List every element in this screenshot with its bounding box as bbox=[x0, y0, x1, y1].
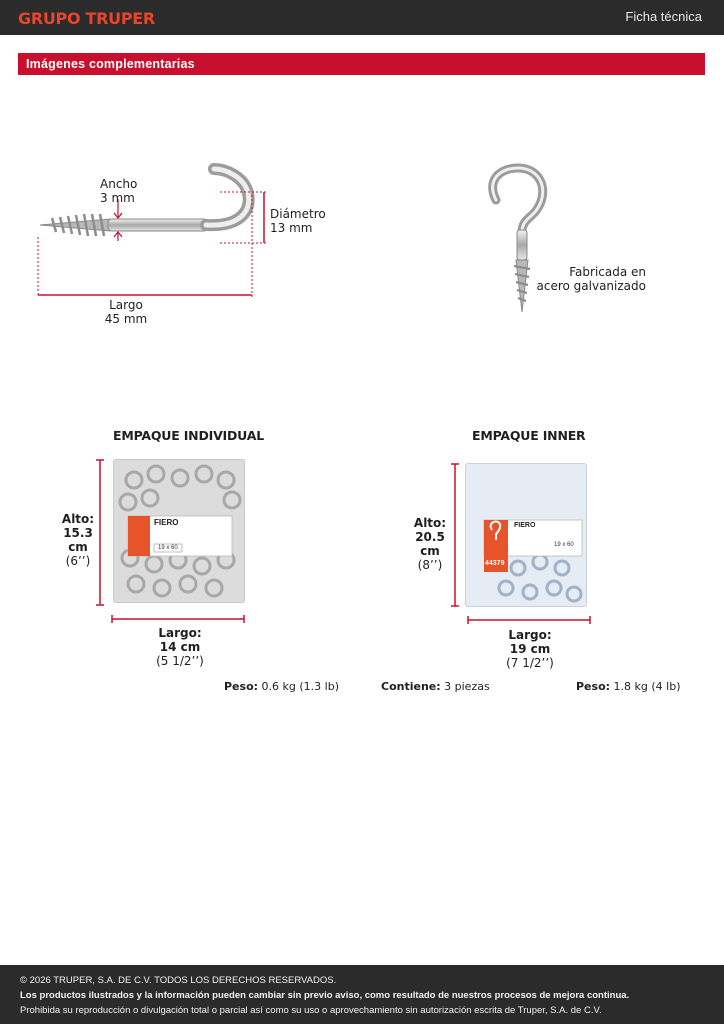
hook-vertical-image bbox=[478, 160, 568, 320]
footer-copyright: © 2026 TRUPER, S.A. DE C.V. TODOS LOS DERECHOS RESERVADOS. bbox=[20, 975, 337, 986]
inner-bag-brand: FIERO bbox=[514, 522, 536, 529]
ancho-label bbox=[100, 177, 137, 205]
footer-disclaimer: Los productos ilustrados y la información pueden cambiar sin previo aviso, como resultado de nuestros procesos de mejora continua. bbox=[20, 990, 630, 1001]
bag-contents bbox=[114, 460, 245, 603]
package-individual-peso bbox=[224, 680, 339, 693]
package-individual-alto bbox=[52, 512, 104, 568]
footer-prohibition: Prohibida su reproducción o divulgación total o parcial así como su uso o aprovechamiento sin autorización escrita de Truper, S.A. de C.V. bbox=[20, 1005, 602, 1016]
peso-value: 1.8 kg (4 lb) bbox=[613, 680, 681, 693]
bag-size: 19 x 60 bbox=[158, 545, 178, 551]
alto-label: Alto: bbox=[61, 512, 95, 526]
alto-cm: 15.3 cm bbox=[63, 526, 93, 554]
top-header bbox=[0, 0, 724, 35]
diametro-value: 13 mm bbox=[270, 221, 313, 235]
largo-cm: 19 cm bbox=[509, 642, 551, 656]
largo-label: Largo: bbox=[158, 626, 202, 640]
peso-value: 0.6 kg (1.3 lb) bbox=[261, 680, 339, 693]
largo-label-text: Largo bbox=[109, 298, 143, 312]
alto-in: (6’’) bbox=[65, 554, 91, 568]
package-individual-bag bbox=[113, 459, 245, 603]
document-type: Ficha técnica bbox=[625, 9, 702, 24]
alto-in: (8’’) bbox=[417, 558, 443, 572]
inner-bag-code: 44379 bbox=[485, 560, 505, 567]
package-inner-bag bbox=[465, 463, 587, 607]
bag-brand: FIERO bbox=[154, 518, 179, 527]
inner-bag-size: 19 x 60 bbox=[554, 542, 574, 548]
largo-cm: 14 cm bbox=[159, 640, 201, 654]
package-inner-alto bbox=[404, 516, 456, 572]
peso-label: Peso: bbox=[224, 680, 259, 693]
screw-thread bbox=[40, 214, 110, 236]
hook-dimension-diagram bbox=[30, 155, 270, 305]
diametro-label-text: Diámetro bbox=[270, 207, 326, 221]
material-label bbox=[520, 265, 646, 293]
contiene-label: Contiene: bbox=[381, 680, 441, 693]
package-individual-title: EMPAQUE INDIVIDUAL bbox=[113, 428, 264, 443]
diametro-label bbox=[270, 207, 326, 235]
package-inner-peso bbox=[576, 680, 681, 693]
hook-vertical-curve bbox=[493, 168, 543, 232]
largo-label bbox=[96, 298, 156, 326]
material-line-2: acero galvanizado bbox=[536, 279, 646, 293]
largo-label: Largo: bbox=[508, 628, 552, 642]
largo-value: 45 mm bbox=[104, 312, 148, 326]
material-line-1: Fabricada en bbox=[569, 265, 646, 279]
footer bbox=[0, 965, 724, 1024]
ancho-label-text: Ancho bbox=[100, 177, 138, 191]
package-inner-largo bbox=[500, 628, 560, 670]
ancho-value: 3 mm bbox=[100, 191, 135, 205]
inner-bag-contents bbox=[466, 464, 587, 607]
largo-in: (5 1/2’’) bbox=[156, 654, 204, 668]
section-header bbox=[18, 53, 705, 75]
largo-in: (7 1/2’’) bbox=[506, 656, 554, 670]
package-individual-largo bbox=[150, 626, 210, 668]
alto-label: Alto: bbox=[413, 516, 447, 530]
alto-cm: 20.5 cm bbox=[415, 530, 445, 558]
package-inner-contiene bbox=[381, 680, 490, 693]
contiene-value: 3 piezas bbox=[444, 680, 490, 693]
brand-logo: GRUPO TRUPER bbox=[18, 9, 155, 28]
hook-shank bbox=[108, 219, 208, 231]
section-title: Imágenes complementarias bbox=[26, 57, 195, 71]
peso-label: Peso: bbox=[576, 680, 611, 693]
package-inner-title: EMPAQUE INNER bbox=[472, 428, 586, 443]
